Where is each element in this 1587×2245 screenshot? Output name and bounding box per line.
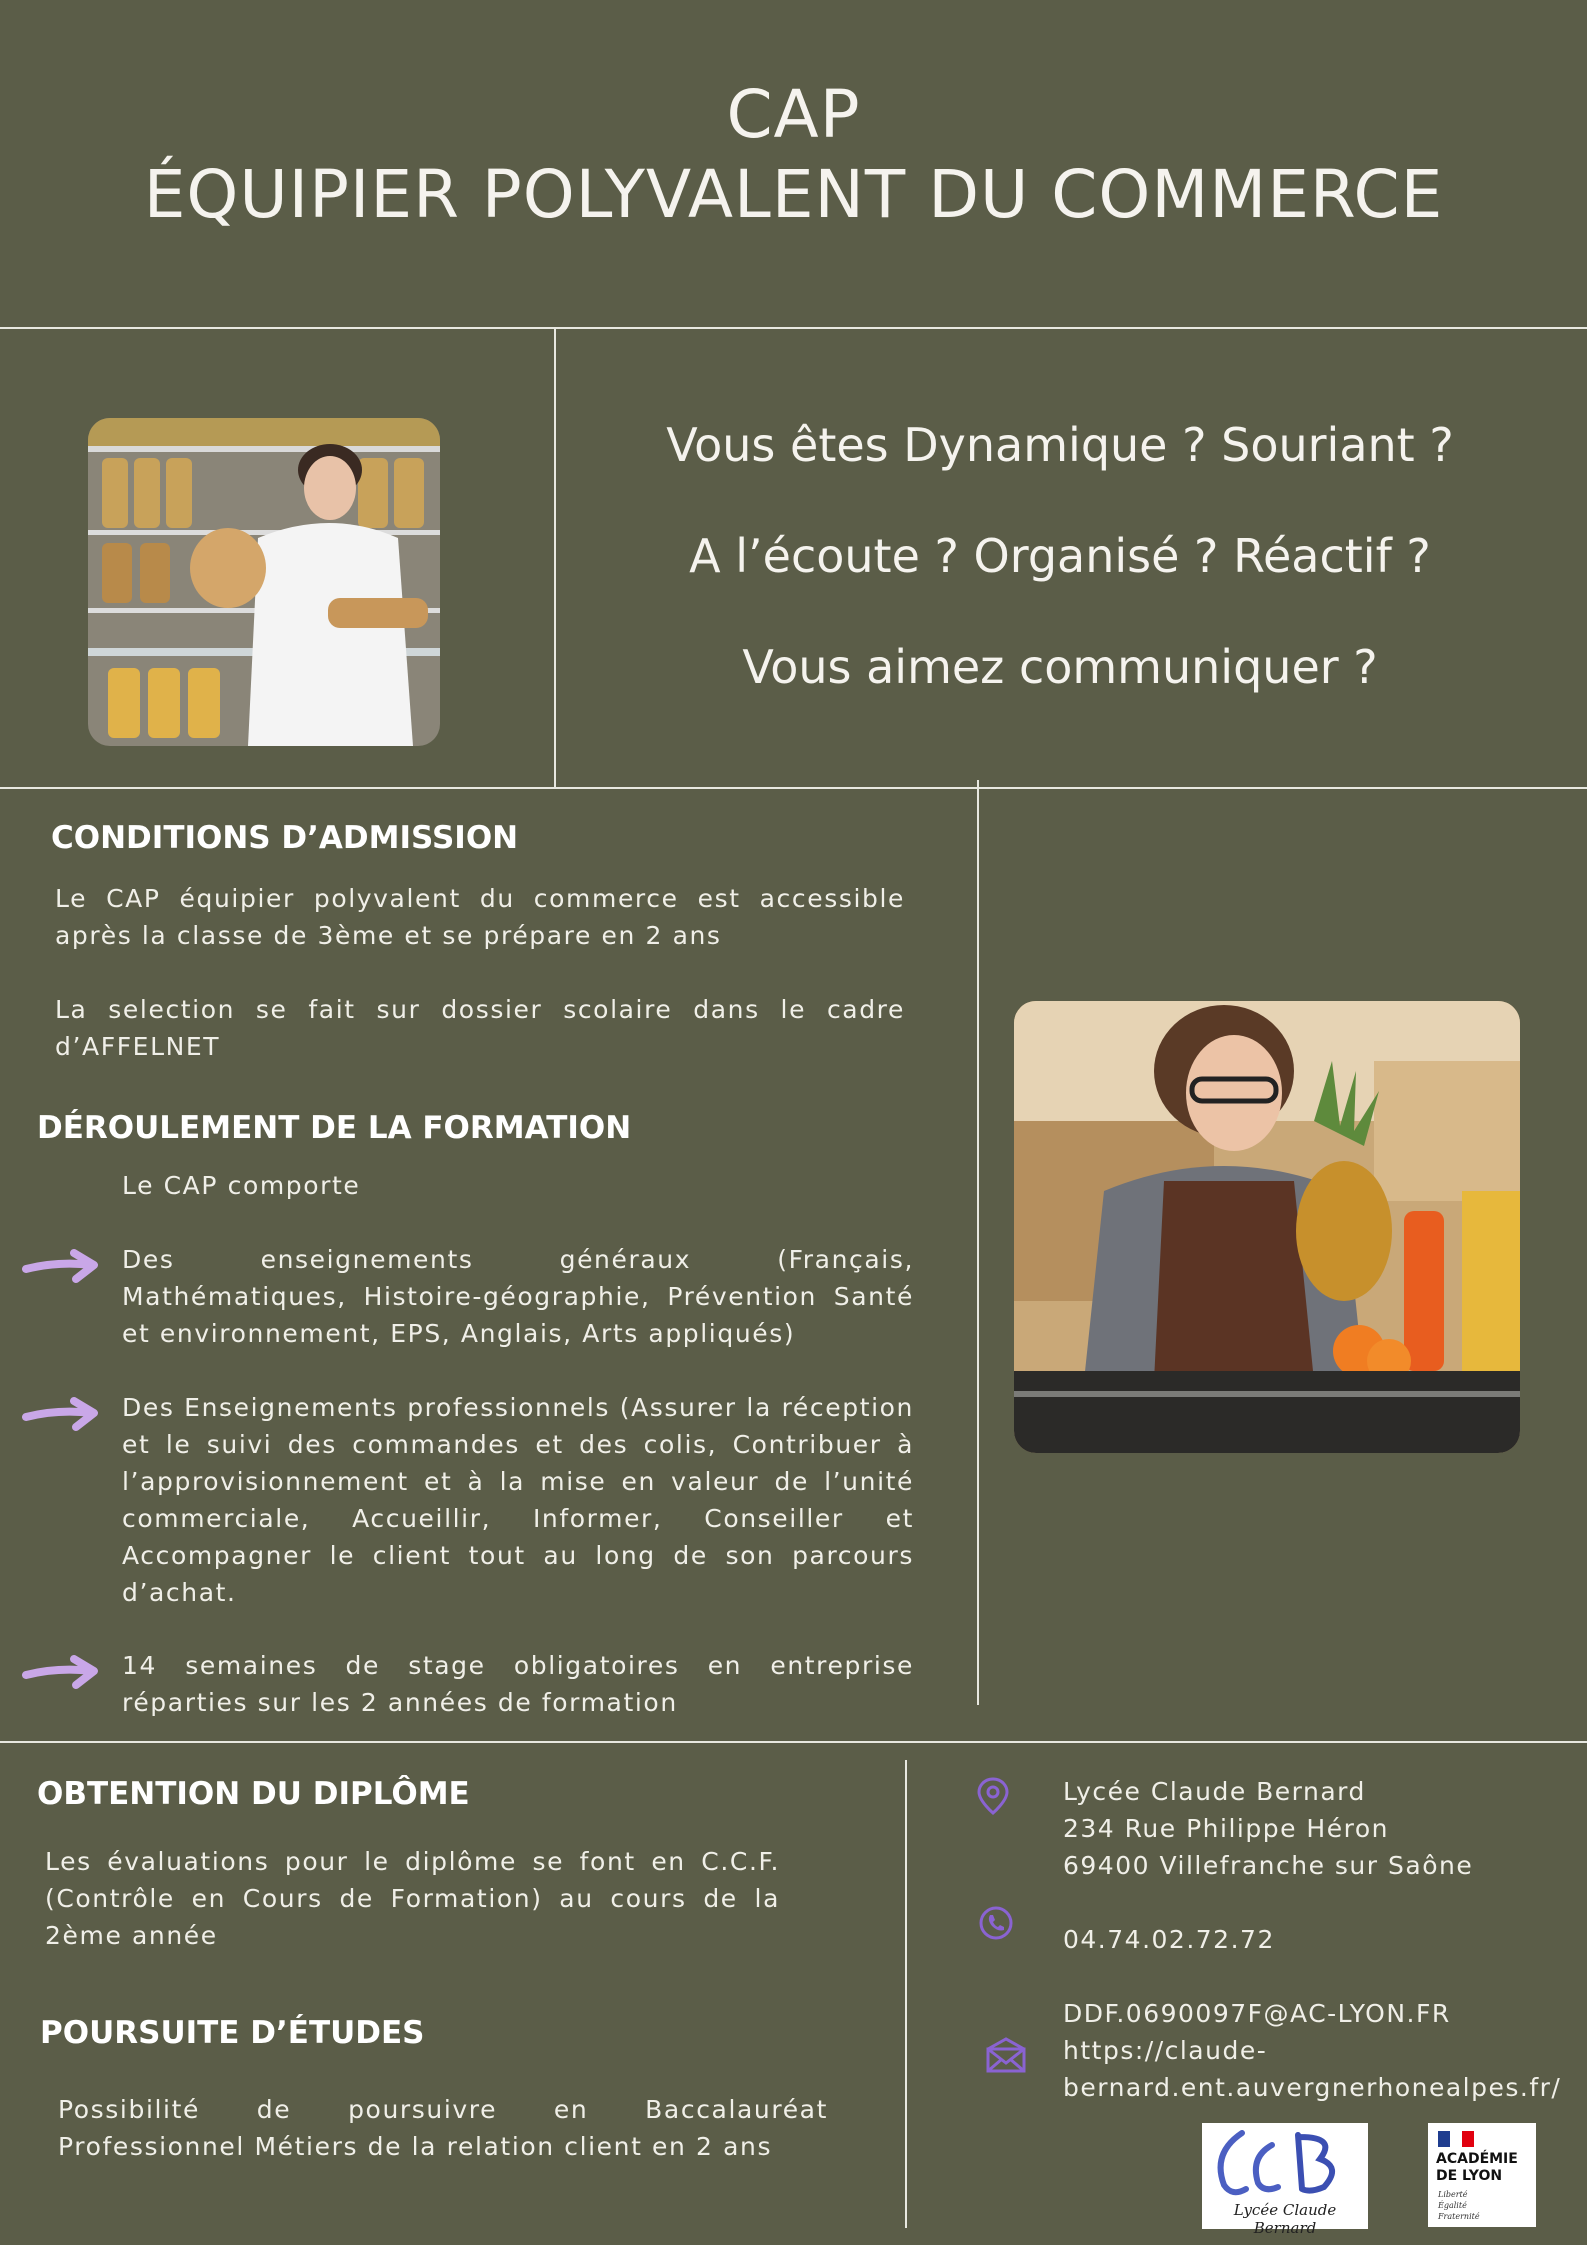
diplome-heading: OBTENTION DU DIPLÔME xyxy=(37,1776,470,1812)
arrow-icon xyxy=(22,1653,102,1693)
website-line-1[interactable]: https://claude- xyxy=(1063,2036,1268,2065)
formation-item-3: 14 semaines de stage obligatoires en entreprise réparties sur les 2 années de formation xyxy=(122,1651,914,1717)
arrow-icon xyxy=(22,1247,102,1287)
admission-text-2: La selection se fait sur dossier scolaire dans le cadre d’AFFELNET xyxy=(55,995,905,1061)
question-3: Vous aimez communiquer ? xyxy=(742,640,1378,694)
diplome-text: Les évaluations pour le diplôme se font en C.C.F. (Contrôle en Cours de Formation) au cours de la 2ème année xyxy=(45,1847,780,1950)
address-line-3: 69400 Villefranche sur Saône xyxy=(1063,1851,1474,1880)
formation-item-1: Des enseignements généraux (Français, Mathématiques, Histoire-géographie, Prévention Santé et environnement, EPS, Anglais, Arts appliqués) xyxy=(122,1245,914,1348)
lycee-logo-caption: Lycée Claude Bernard xyxy=(1233,2201,1337,2237)
poursuite-text: Possibilité de poursuivre en Baccalauréat Professionnel Métiers de la relation client en 2 ans xyxy=(58,2095,828,2161)
website-line-2[interactable]: bernard.ent.auvergnerhonealpes.fr/ xyxy=(1063,2073,1562,2102)
divider-bottom xyxy=(0,1741,1587,1743)
academie-de-lyon-logo xyxy=(1428,2123,1536,2227)
question-1: Vous êtes Dynamique ? Souriant ? xyxy=(666,418,1454,472)
french-flag-icon xyxy=(1438,2131,1474,2147)
admission-text-1: Le CAP équipier polyvalent du commerce est accessible après la classe de 3ème et se prépare en 2 ans xyxy=(55,884,905,950)
title-line-2: ÉQUIPIER POLYVALENT DU COMMERCE xyxy=(143,156,1444,233)
academie-line-2: DE LYON xyxy=(1436,2168,1503,2184)
photo-shop-clerk xyxy=(88,418,440,746)
phone-number[interactable]: 04.74.02.72.72 xyxy=(1063,1925,1275,1954)
formation-heading: DÉROULEMENT DE LA FORMATION xyxy=(37,1110,632,1146)
academie-line-1: ACADÉMIE xyxy=(1436,2151,1518,2167)
motto-3: Fraternité xyxy=(1438,2212,1480,2221)
envelope-icon xyxy=(985,2037,1027,2073)
email-address[interactable]: DDF.0690097F@AC-LYON.FR xyxy=(1063,1999,1451,2028)
motto-2: Égalité xyxy=(1438,2201,1467,2210)
divider-middle xyxy=(0,787,1587,789)
question-2: A l’écoute ? Organisé ? Réactif ? xyxy=(689,529,1431,583)
address-line-1: Lycée Claude Bernard xyxy=(1063,1777,1366,1806)
divider-vertical-middle xyxy=(977,780,979,1705)
divider-top xyxy=(0,327,1587,329)
address-line-2: 234 Rue Philippe Héron xyxy=(1063,1814,1389,1843)
arrow-icon xyxy=(22,1395,102,1435)
lycee-claude-bernard-logo xyxy=(1202,2123,1368,2237)
title-line-1: CAP xyxy=(726,76,861,153)
admission-heading: CONDITIONS D’ADMISSION xyxy=(51,820,519,856)
divider-vertical-top xyxy=(554,328,556,788)
divider-vertical-bottom xyxy=(905,1760,907,2228)
location-pin-icon xyxy=(975,1776,1011,1816)
formation-item-2: Des Enseignements professionnels (Assurer la réception et le suivi des commandes et des colis, Contribuer à l’approvisionnement et à la mise en valeur de l’unité commerciale, Accueillir, Informer, Conseiller et Accompagner le client tout au long de son parcours d’achat. xyxy=(122,1393,914,1607)
formation-intro: Le CAP comporte xyxy=(122,1171,361,1200)
photo-cashier xyxy=(1014,1001,1520,1453)
poursuite-heading: POURSUITE D’ÉTUDES xyxy=(40,2015,425,2051)
motto-1: Liberté xyxy=(1438,2190,1468,2199)
phone-icon xyxy=(978,1905,1014,1941)
